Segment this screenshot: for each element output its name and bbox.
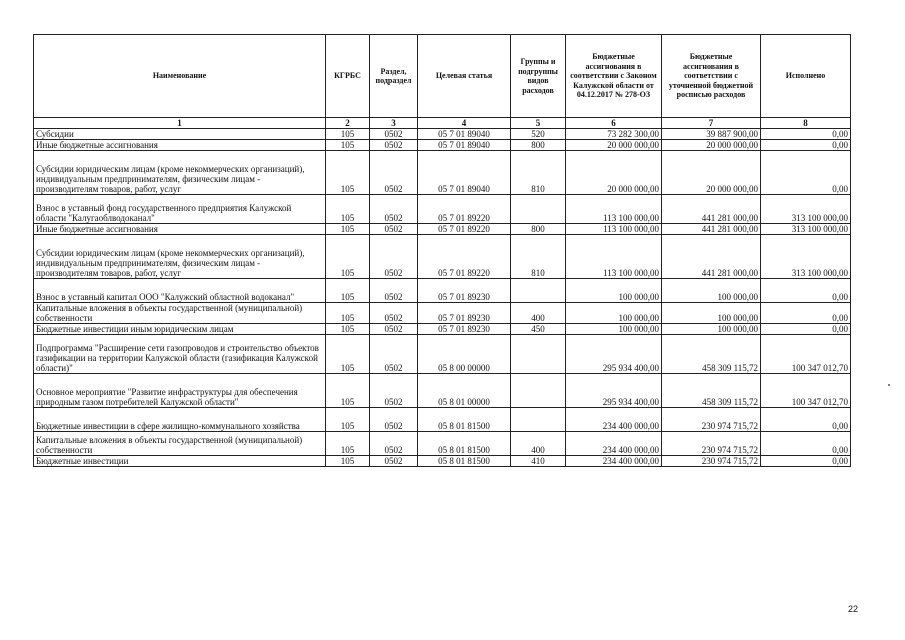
header-executed: Исполнено [761, 35, 851, 118]
cell-executed: 0,00 [761, 324, 851, 335]
cell-refined-allocation: 39 887 900,00 [662, 129, 761, 140]
cell-expense-group: 450 [511, 324, 566, 335]
column-number: 2 [326, 118, 370, 129]
cell-executed: 313 100 000,00 [761, 195, 851, 224]
cell-name: Бюджетные инвестиции иным юридическим лицам [34, 324, 326, 335]
cell-kgrbs: 105 [326, 279, 370, 303]
cell-executed: 0,00 [761, 151, 851, 195]
cell-executed: 0,00 [761, 140, 851, 151]
cell-refined-allocation: 441 281 000,00 [662, 235, 761, 279]
cell-kgrbs: 105 [326, 129, 370, 140]
cell-name: Иные бюджетные ассигнования [34, 140, 326, 151]
table-row [34, 408, 851, 432]
cell-executed: 0,00 [761, 408, 851, 432]
cell-target-article: 05 7 01 89230 [418, 303, 511, 324]
table-row [34, 151, 851, 195]
page-number: 22 [848, 604, 859, 614]
cell-refined-allocation: 100 000,00 [662, 303, 761, 324]
table-row [34, 235, 851, 279]
cell-target-article: 05 7 01 89220 [418, 235, 511, 279]
cell-name: Основное мероприятие "Развитие инфраструктуры для обеспечения природным газом потребителей Калужской области" [34, 374, 326, 408]
table-row [34, 324, 851, 335]
cell-name: Взнос в уставный фонд государственного предприятия Калужской области "Калугаоблводоканал" [34, 195, 326, 224]
cell-kgrbs: 105 [326, 408, 370, 432]
cell-refined-allocation: 20 000 000,00 [662, 140, 761, 151]
cell-expense-group [511, 279, 566, 303]
column-number: 8 [761, 118, 851, 129]
table-row [34, 140, 851, 151]
table-row [34, 129, 851, 140]
cell-section: 0502 [370, 195, 418, 224]
cell-executed: 313 100 000,00 [761, 235, 851, 279]
cell-executed: 313 100 000,00 [761, 224, 851, 235]
cell-target-article: 05 7 01 89220 [418, 224, 511, 235]
cell-name: Бюджетные инвестиции [34, 456, 326, 467]
cell-target-article: 05 8 01 81500 [418, 408, 511, 432]
cell-law-allocation: 295 934 400,00 [566, 374, 662, 408]
column-number: 5 [511, 118, 566, 129]
cell-name: Взнос в уставный капитал ООО "Калужский областной водоканал" [34, 279, 326, 303]
column-number: 6 [566, 118, 662, 129]
cell-name: Капитальные вложения в объекты государственной (муниципальной) собственности [34, 432, 326, 456]
cell-kgrbs: 105 [326, 224, 370, 235]
header-expense-group: Группы и подгруппы видов расходов [511, 35, 566, 118]
cell-section: 0502 [370, 432, 418, 456]
cell-target-article: 05 7 01 89040 [418, 140, 511, 151]
column-number: 1 [34, 118, 326, 129]
cell-executed: 0,00 [761, 432, 851, 456]
table-body [34, 129, 851, 467]
cell-kgrbs: 105 [326, 140, 370, 151]
table-row [34, 279, 851, 303]
cell-executed: 100 347 012,70 [761, 374, 851, 408]
cell-target-article: 05 7 01 89220 [418, 195, 511, 224]
cell-law-allocation: 234 400 000,00 [566, 408, 662, 432]
column-number: 4 [418, 118, 511, 129]
cell-executed: 0,00 [761, 129, 851, 140]
cell-expense-group: 810 [511, 235, 566, 279]
cell-refined-allocation: 20 000 000,00 [662, 151, 761, 195]
cell-section: 0502 [370, 303, 418, 324]
header-kgrbs: КГРБС [326, 35, 370, 118]
column-number: 3 [370, 118, 418, 129]
table-row [34, 195, 851, 224]
cell-law-allocation: 234 400 000,00 [566, 456, 662, 467]
cell-expense-group: 520 [511, 129, 566, 140]
cell-expense-group [511, 195, 566, 224]
cell-law-allocation: 100 000,00 [566, 279, 662, 303]
cell-target-article: 05 8 01 81500 [418, 432, 511, 456]
cell-executed: 0,00 [761, 279, 851, 303]
cell-refined-allocation: 100 000,00 [662, 279, 761, 303]
cell-kgrbs: 105 [326, 151, 370, 195]
cell-section: 0502 [370, 224, 418, 235]
cell-name: Субсидии [34, 129, 326, 140]
cell-expense-group [511, 335, 566, 374]
cell-law-allocation: 113 100 000,00 [566, 235, 662, 279]
cell-target-article: 05 8 01 81500 [418, 456, 511, 467]
cell-expense-group: 800 [511, 140, 566, 151]
cell-kgrbs: 105 [326, 195, 370, 224]
header-section: Раздел, подраздел [370, 35, 418, 118]
cell-name: Субсидии юридическим лицам (кроме некоммерческих организаций), индивидуальным предпринимателям, физическим лицам - производителям товаров, работ, услуг [34, 151, 326, 195]
scan-speck [888, 384, 890, 386]
cell-refined-allocation: 458 309 115,72 [662, 335, 761, 374]
cell-refined-allocation: 230 974 715,72 [662, 408, 761, 432]
cell-executed: 100 347 012,70 [761, 335, 851, 374]
cell-refined-allocation: 100 000,00 [662, 324, 761, 335]
cell-law-allocation: 100 000,00 [566, 324, 662, 335]
cell-kgrbs: 105 [326, 432, 370, 456]
cell-executed: 0,00 [761, 303, 851, 324]
cell-refined-allocation: 458 309 115,72 [662, 374, 761, 408]
table-row [34, 224, 851, 235]
cell-expense-group [511, 408, 566, 432]
cell-target-article: 05 7 01 89040 [418, 151, 511, 195]
cell-kgrbs: 105 [326, 374, 370, 408]
cell-kgrbs: 105 [326, 335, 370, 374]
cell-section: 0502 [370, 456, 418, 467]
header-refined-allocation: Бюджетные ассигнования в соответствии с уточненной бюджетной росписью расходов [662, 35, 761, 118]
cell-target-article: 05 7 01 89040 [418, 129, 511, 140]
cell-name: Субсидии юридическим лицам (кроме некоммерческих организаций), индивидуальным предпринимателям, физическим лицам - производителям товаров, работ, услуг [34, 235, 326, 279]
header-row [34, 35, 851, 118]
cell-name: Подпрограмма "Расширение сети газопроводов и строительство объектов газификации на территории Калужской области (газификация Калужской области)" [34, 335, 326, 374]
cell-section: 0502 [370, 129, 418, 140]
cell-section: 0502 [370, 140, 418, 151]
cell-kgrbs: 105 [326, 324, 370, 335]
cell-section: 0502 [370, 151, 418, 195]
cell-section: 0502 [370, 408, 418, 432]
cell-kgrbs: 105 [326, 235, 370, 279]
cell-refined-allocation: 230 974 715,72 [662, 456, 761, 467]
table-row [34, 456, 851, 467]
cell-section: 0502 [370, 335, 418, 374]
column-number-row [34, 118, 851, 129]
cell-refined-allocation: 230 974 715,72 [662, 432, 761, 456]
cell-executed: 0,00 [761, 456, 851, 467]
cell-kgrbs: 105 [326, 456, 370, 467]
cell-expense-group: 810 [511, 151, 566, 195]
cell-section: 0502 [370, 374, 418, 408]
cell-law-allocation: 100 000,00 [566, 303, 662, 324]
header-name: Наименование [34, 35, 326, 118]
cell-name: Бюджетные инвестиции в сфере жилищно-коммунального хозяйства [34, 408, 326, 432]
cell-refined-allocation: 441 281 000,00 [662, 195, 761, 224]
cell-name: Капитальные вложения в объекты государственной (муниципальной) собственности [34, 303, 326, 324]
cell-law-allocation: 73 282 300,00 [566, 129, 662, 140]
table-row [34, 432, 851, 456]
cell-name: Иные бюджетные ассигнования [34, 224, 326, 235]
cell-expense-group [511, 374, 566, 408]
cell-expense-group: 410 [511, 456, 566, 467]
cell-section: 0502 [370, 235, 418, 279]
column-number: 7 [662, 118, 761, 129]
cell-expense-group: 400 [511, 432, 566, 456]
table-row [34, 303, 851, 324]
cell-law-allocation: 295 934 400,00 [566, 335, 662, 374]
table-row [34, 335, 851, 374]
cell-law-allocation: 113 100 000,00 [566, 195, 662, 224]
cell-section: 0502 [370, 279, 418, 303]
cell-target-article: 05 8 01 00000 [418, 374, 511, 408]
header-law-allocation: Бюджетные ассигнования в соответствии с Законом Калужской области от 04.12.2017 № 278-ОЗ [566, 35, 662, 118]
cell-kgrbs: 105 [326, 303, 370, 324]
cell-expense-group: 800 [511, 224, 566, 235]
cell-law-allocation: 20 000 000,00 [566, 151, 662, 195]
cell-law-allocation: 113 100 000,00 [566, 224, 662, 235]
budget-execution-table [33, 34, 851, 467]
cell-target-article: 05 8 00 00000 [418, 335, 511, 374]
table-row [34, 374, 851, 408]
cell-refined-allocation: 441 281 000,00 [662, 224, 761, 235]
cell-expense-group: 400 [511, 303, 566, 324]
cell-section: 0502 [370, 324, 418, 335]
cell-law-allocation: 20 000 000,00 [566, 140, 662, 151]
header-target-article: Целевая статья [418, 35, 511, 118]
cell-target-article: 05 7 01 89230 [418, 324, 511, 335]
cell-law-allocation: 234 400 000,00 [566, 432, 662, 456]
cell-target-article: 05 7 01 89230 [418, 279, 511, 303]
